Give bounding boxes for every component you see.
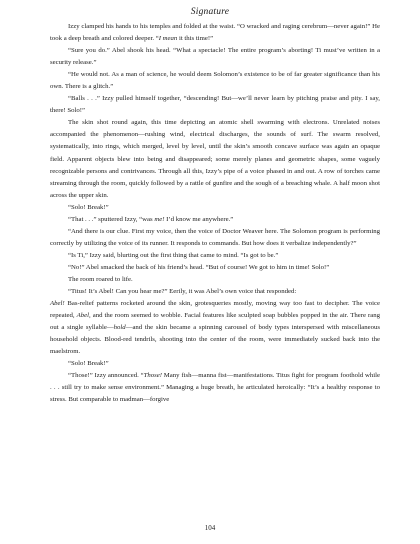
- paragraph: [50, 21, 380, 45]
- paragraph: [50, 358, 380, 370]
- text-run: “Solo! Break!”: [68, 203, 109, 211]
- emphasis-text: Those!: [143, 372, 163, 380]
- emphasis-text: me!: [154, 215, 165, 223]
- text-run: I’d know me anywhere.”: [164, 215, 234, 223]
- emphasis-text: Abel!: [50, 300, 65, 308]
- emphasis-text: hold: [113, 324, 126, 332]
- text-run: —and the skin became a spinning carousel of body types interspersed with miscellaneous household objects. Blood-red tendrils, shooting into the center of the room, were immediately sucked back into the maelstrom.: [50, 324, 380, 356]
- text-run: it this time!”: [177, 35, 214, 43]
- text-run: , and the room seemed to wobble. Facial features like sculpted soap bubbles popped in the air. There rang out a single syllable—: [50, 312, 380, 332]
- paragraph: [50, 370, 380, 406]
- paragraph: [50, 298, 380, 358]
- text-run: “That . . .” sputtered Izzy, “was: [68, 215, 155, 223]
- text-run: “No!” Abel smacked the back of his friend’s head. “But of course! We got to him in time! Solo!”: [68, 263, 330, 271]
- text-run: “Those!” Izzy announced. “: [68, 372, 144, 380]
- paragraph: [50, 262, 380, 274]
- text-run: “Balls . . .” Izzy pulled himself together, “descending! But—we’ll never learn by pitching praise and pity. I say, there! Solo!”: [50, 95, 380, 115]
- paragraph: [50, 226, 380, 250]
- running-header: Signature: [190, 7, 230, 17]
- paragraph: [50, 286, 380, 298]
- text-run: “He would not. As a man of science, he would deem Solomon’s existence to be of far greater significance than his own. There is a glitch.”: [50, 71, 380, 91]
- emphasis-text: I mean: [158, 35, 178, 43]
- text-run: “Solo! Break!”: [68, 360, 109, 368]
- text-run: “Sure you do.” Abel shook his head. “What a spectacle! The entire program’s aborting! Ti must’ve written in a security release.”: [50, 47, 380, 67]
- text-run: The skin shot round again, this time depicting an atomic shell swarming with electrons. Unrelated noises accompanied the phenomenon—rushing wind, electrical discharges, the sounds of surf. The swarm resolved, systematically, into rings, which merged, level by level, until the skin’s smooth concave surface was again an opaque field. Apparent objects blew into being and disappeared; some merely planes and geometric shapes, some vaguely recognizable persons and contrivances. Through all this, Izzy’s pipe of a voice phased in and out. A row of torches came streaming through the room, quickly followed by a rattle of gunfire and the sough of a breaching whale. A half moon shot across the upper skin.: [50, 119, 380, 199]
- emphasis-text: Abel: [76, 312, 89, 320]
- text-run: “Is Ti,” Izzy said, blurting out the first thing that came to mind. “Is got to be.”: [68, 251, 279, 259]
- text-run: “Titus! It’s Abel! Can you hear me?” Eerily, it was Abel’s own voice that responded:: [68, 288, 297, 296]
- paragraph: [50, 202, 380, 214]
- paragraph: [50, 93, 380, 117]
- text-run: “And there is our clue. First my voice, then the voice of Doctor Weaver here. The Solomon program is performing correctly by utilizing the voice of its runner. It responds to commands. But how does it verbalize independently?”: [50, 227, 380, 247]
- paragraph: [50, 214, 380, 226]
- body-text: [50, 21, 380, 407]
- text-run: The room roared to life.: [68, 275, 133, 283]
- text-run: Many fish—manna fist—manifestations. Titus fight for program foothold while . . . still try to make sense environment.” Managing a huge breath, he articulated heroically: “It’s a healthy response to stress. But comparable to madman—forgive: [50, 372, 380, 404]
- text-run: Izzy clamped his hands to his temples and folded at the waist. “O wracked and raging cerebrum—never again!” He took a deep breath and colored deeper. “: [50, 23, 380, 43]
- paragraph: [50, 117, 380, 201]
- paragraph: [50, 69, 380, 93]
- paragraph: [50, 250, 380, 262]
- paragraph: [50, 45, 380, 69]
- page-number: 104: [204, 524, 216, 532]
- paragraph: [50, 274, 380, 286]
- text-run: Bas-relief patterns rocketed around the skin, grotesqueries mostly, moving way too fast to decipher. The voice repeated,: [50, 300, 380, 320]
